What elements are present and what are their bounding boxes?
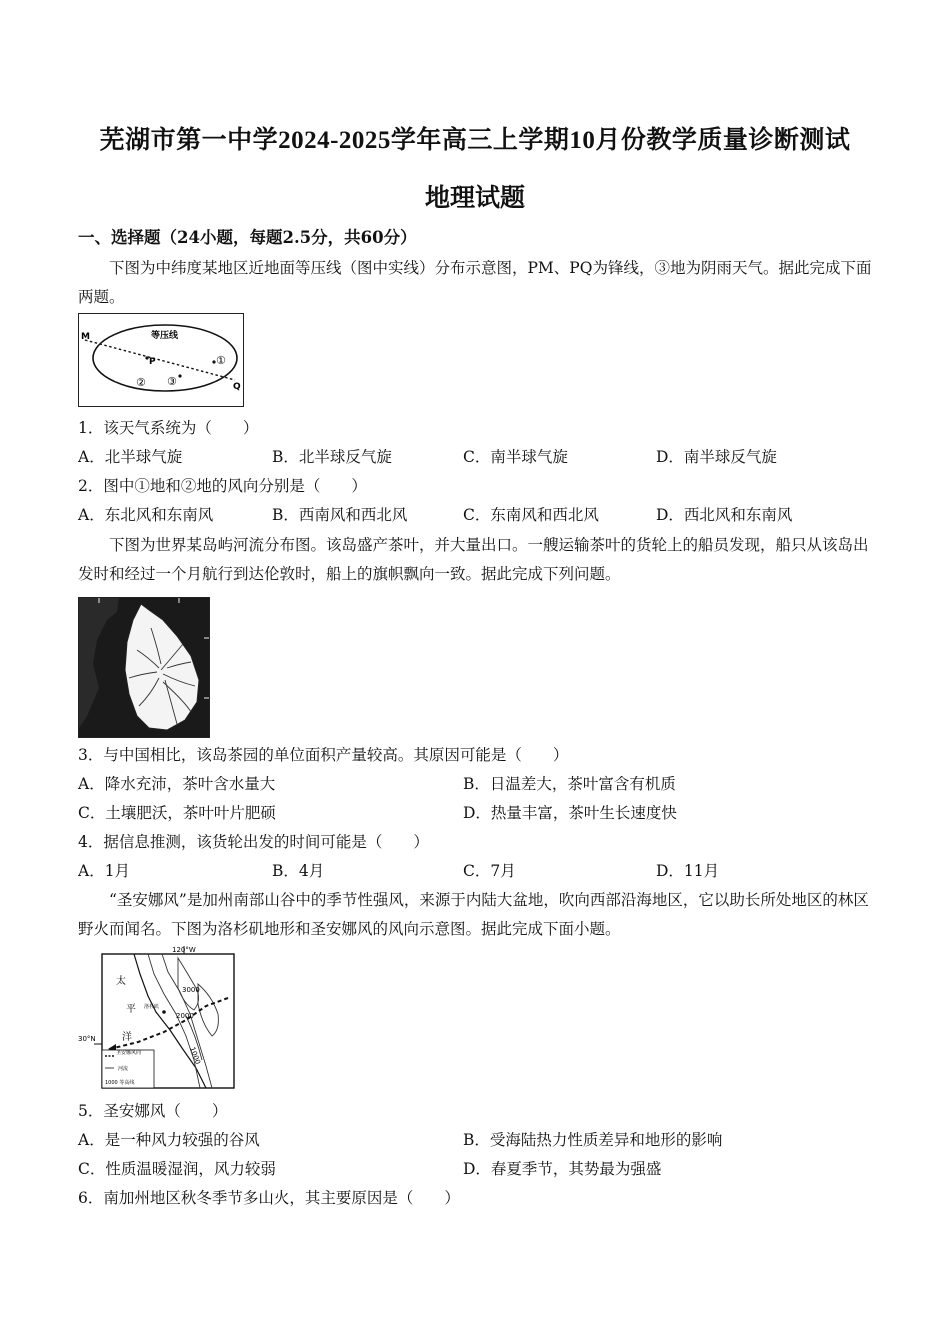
isobar-diagram xyxy=(79,314,243,406)
island-map-figure xyxy=(78,597,210,738)
label-isobar: 等压线 xyxy=(151,331,179,341)
q1-option-b: B．北半球反气旋 xyxy=(272,448,392,466)
q1-option-a: A．北半球气旋 xyxy=(78,448,183,466)
label-120w: 120°W xyxy=(172,946,196,954)
question-6-stem: 6．南加州地区秋冬季节多山火，其主要原因是（ ） xyxy=(78,1189,460,1207)
question-5-stem: 5．圣安娜风（ ） xyxy=(78,1102,228,1120)
label-tai: 太 xyxy=(116,976,126,987)
legend-wind: 圣安娜风向 xyxy=(116,1050,142,1056)
q4-option-a: A．1月 xyxy=(78,862,131,880)
legend-contour: 1000 等高线 xyxy=(105,1080,135,1086)
passage-3: “圣安娜风”是加州南部山谷中的季节性强风，来源于内陆大盆地，吹向西部沿海地区，它以助长所处地区的林区野火而闻名。下图为洛杉矶地形和圣安娜风的风向示意图。据此完成下面小题。 xyxy=(78,891,869,938)
label-p: P xyxy=(149,357,156,367)
passage-1: 下图为中纬度某地区近地面等压线（图中实线）分布示意图，PM、PQ为锋线，③地为阴雨天气。据此完成下面两题。 xyxy=(78,259,872,306)
question-2-stem: 2．图中①地和②地的风向分别是（ ） xyxy=(78,477,367,495)
q2-option-d: D．西北风和东南风 xyxy=(656,506,793,524)
question-3-stem: 3．与中国相比，该岛茶园的单位面积产量较高。其原因可能是（ ） xyxy=(78,746,569,764)
question-4-stem: 4．据信息推测，该货轮出发的时间可能是（ ） xyxy=(78,833,429,851)
isobar-figure xyxy=(78,313,244,407)
label-point-3: ③ xyxy=(167,375,177,388)
q5-option-b: B．受海陆热力性质差异和地形的影响 xyxy=(463,1131,723,1149)
point-3-dot xyxy=(178,374,181,377)
question-1-stem: 1．该天气系统为（ ） xyxy=(78,419,259,437)
label-yang: 洋 xyxy=(122,1032,132,1043)
label-1000: 1000 xyxy=(188,1045,202,1066)
subject-title: 地理试题 xyxy=(424,185,525,212)
q1-option-d: D．南半球反气旋 xyxy=(656,448,777,466)
q4-option-c: C．7月 xyxy=(463,862,516,880)
q2-option-c: C．东南风和西北风 xyxy=(463,506,599,524)
passage-2: 下图为世界某岛屿河流分布图。该岛盛产茶叶，并大量出口。一艘运输茶叶的货轮上的船员发现，船只从该岛出发时和经过一个月航行到达伦敦时，船上的旗帜飘向一致。据此完成下列问题。 xyxy=(78,536,869,583)
q5-option-c: C．性质温暖湿润，风力较弱 xyxy=(78,1160,276,1178)
la-dot xyxy=(162,1010,166,1014)
q1-option-c: C．南半球气旋 xyxy=(463,448,568,466)
q2-option-a: A．东北风和东南风 xyxy=(78,506,214,524)
q3-option-d: D．热量丰富，茶叶生长速度快 xyxy=(463,804,677,822)
label-point-2: ② xyxy=(136,376,146,389)
label-ping: 平 xyxy=(126,1004,136,1015)
label-m: M xyxy=(81,332,90,342)
legend-river: 河流 xyxy=(118,1066,129,1072)
label-3000: 3000 xyxy=(182,986,200,994)
q5-option-a: A．是一种风力较强的谷风 xyxy=(78,1131,260,1149)
q3-option-b: B．日温差大，茶叶富含有机质 xyxy=(463,775,676,793)
q3-option-c: C．土壤肥沃，茶叶叶片肥硕 xyxy=(78,804,276,822)
santa-ana-map xyxy=(78,944,238,1092)
santa-ana-figure xyxy=(78,944,238,1092)
q4-option-b: B．4月 xyxy=(272,862,325,880)
q3-option-a: A．降水充沛，茶叶含水量大 xyxy=(78,775,276,793)
front-line xyxy=(85,340,235,380)
label-30n: 30°N xyxy=(78,1035,96,1043)
section-heading: 一、选择题（24小题，每题2.5分，共60分） xyxy=(78,228,417,247)
label-q: Q xyxy=(233,382,241,392)
q5-option-d: D．春夏季节，其势最为强盛 xyxy=(463,1160,662,1178)
exam-title: 芜湖市第一中学2024-2025学年高三上学期10月份教学质量诊断测试 xyxy=(99,127,851,154)
label-point-1: ① xyxy=(216,354,226,367)
label-la: 洛杉矶 xyxy=(144,1004,160,1010)
q4-option-d: D．11月 xyxy=(656,862,720,880)
q2-option-b: B．西南风和西北风 xyxy=(272,506,408,524)
label-2000: 2000 xyxy=(176,1012,194,1020)
island-river-map xyxy=(79,598,209,737)
